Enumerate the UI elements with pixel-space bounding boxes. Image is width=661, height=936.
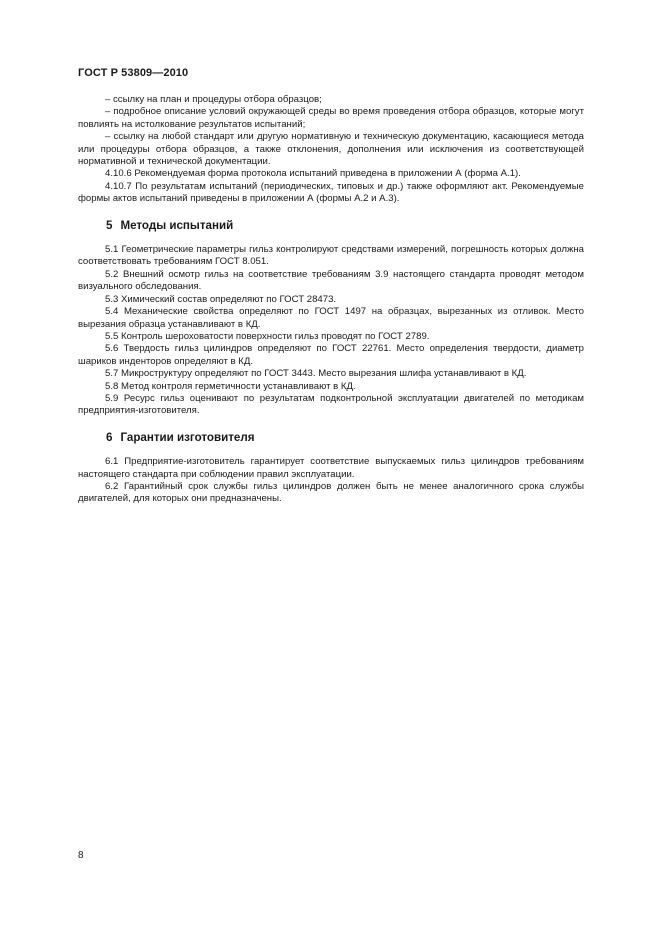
page-number: 8 [78, 850, 84, 861]
clause-6-2: 6.2 Гарантийный срок службы гильз цилиндров должен быть не менее аналогичного срока службы двигателей, для которых они предназначены. [78, 480, 584, 505]
clause-5-3: 5.3 Химический состав определяют по ГОСТ 28473. [105, 293, 337, 305]
clause-5-4: 5.4 Механические свойства определяют по ГОСТ 1497 на образцах, вырезанных из отливок. Место вырезания образца устанавливают в КД. [78, 306, 584, 330]
section-title: Методы испытаний [120, 218, 234, 232]
clause-5-8: 5.8 Метод контроля герметичности устанавливают в КД. [105, 380, 356, 392]
section-number: 6 [106, 430, 113, 444]
section-heading-5 [78, 220, 584, 232]
clause-5-1: 5.1 Геометрические параметры гильз контролируют средствами измерений, погрешность которых должна соответствовать требованиям ГОСТ 8.051. [78, 244, 584, 268]
document-body [78, 94, 584, 506]
section-title: Гарантии изготовителя [120, 430, 255, 444]
clause-5-9: 5.9 Ресурс гильз оценивают по результатам подконтрольной эксплуатации двигателей по методикам предприятия-изготовителя. [78, 392, 584, 417]
clause-4-10-6: 4.10.6 Рекомендуемая форма протокола испытаний приведена в приложении А (форма А.1). [105, 168, 521, 180]
list-item-standard-reference: – ссылку на любой стандарт или другую нормативную и техническую документацию, касающиеся метода или процедуры отбора образцов, а также отклонения, дополнения или исключения из соответствующей нормативной и технической документации. [78, 131, 584, 168]
clause-6-1: 6.1 Предприятие-изготовитель гарантирует соответствие выпускаемых гильз цилиндров требованиям настоящего стандарта при соблюдении правил эксплуатации. [78, 456, 584, 480]
list-item-sampling-plan: – ссылку на план и процедуры отбора образцов; [105, 94, 322, 105]
clause-5-2: 5.2 Внешний осмотр гильз на соответствие требованиям 3.9 настоящего стандарта проводят методом визуального обследования. [78, 268, 584, 293]
clause-5-5: 5.5 Контроль шероховатости поверхности гильз проводят по ГОСТ 2789. [105, 330, 430, 342]
list-item-environment: – подробное описание условий окружающей среды во время проведения отбора образцов, которые могут повлиять на истолкование результатов испытаний; [78, 106, 584, 130]
section-heading-6 [78, 432, 584, 444]
clause-5-7: 5.7 Микроструктуру определяют по ГОСТ 3443. Место вырезания шлифа устанавливают в КД. [105, 368, 527, 380]
clause-4-10-7: 4.10.7 По результатам испытаний (периодических, типовых и др.) также оформляют акт. Рекомендуемые формы актов испытаний приведены в приложении А (формы А.2 и А.3). [78, 180, 584, 205]
section-number: 5 [106, 218, 113, 232]
clause-5-6: 5.6 Твердость гильз цилиндров определяют по ГОСТ 22761. Место определения твердости, диаметр шариков инденторов определяют в КД. [78, 343, 584, 367]
document-header: ГОСТ Р 53809—2010 [78, 67, 189, 79]
